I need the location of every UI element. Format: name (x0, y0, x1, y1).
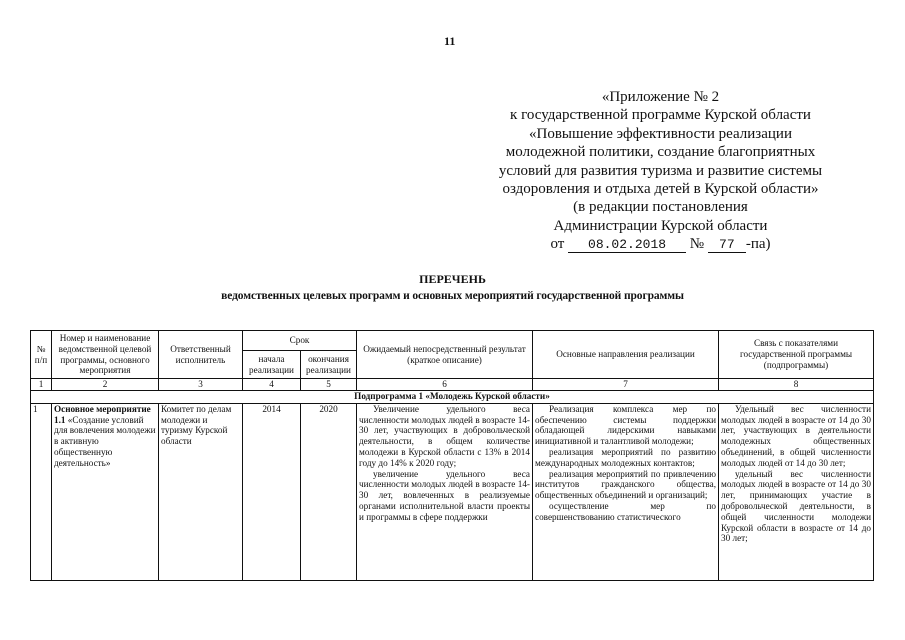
appendix-line: условий для развития туризма и развитие системы (498, 162, 823, 179)
subprogram-row (31, 390, 874, 403)
appendix-line: к государственной программе Курской области (510, 107, 811, 124)
header-directions: Основные направления реализации (533, 331, 719, 379)
row-name-rest: «Создание условий для вовлечения молодежи в активную общественную деятельность» (54, 414, 156, 468)
number-suffix: -па) (745, 236, 771, 253)
appendix-line: Администрации Курской области (553, 217, 768, 234)
result-paragraph: Увеличение удельного веса численности молодых людей в возрасте 14-30 лет, участвующих в добровольческой деятельности, в общем количестве молодежи в Курской области с 13% в 2014 году до 14% к 2020 году; (359, 403, 530, 468)
column-number: 8 (719, 379, 874, 391)
row-num: 1 (31, 403, 52, 580)
row-end: 2020 (301, 403, 357, 580)
decree-number: 77 (708, 238, 746, 253)
column-number: 6 (357, 379, 533, 391)
appendix-signature-line (488, 235, 833, 253)
column-number: 4 (243, 379, 301, 391)
column-numbers-row (31, 379, 874, 391)
header-start: начала реализации (243, 351, 301, 379)
decree-date: 08.02.2018 (568, 238, 686, 253)
header-link: Связь с показателями государственной программы (подпрограммы) (719, 331, 874, 379)
header-end: окончания реализации (301, 351, 357, 379)
appendix-header (488, 88, 833, 254)
link-paragraph: удельный вес численности молодых людей в возрасте от 14 до 30 лет, принимающих участие в добровольческой деятельности, в общей численности молодежи Курской области в возрасте от 14 до 30 лет; (721, 468, 871, 544)
appendix-line: молодежной политики, создание благоприятных (505, 144, 816, 161)
table-row (31, 403, 874, 580)
column-number: 1 (31, 379, 52, 391)
column-number: 7 (533, 379, 719, 391)
subprogram-title: Подпрограмма 1 «Молодежь Курской области» (31, 390, 874, 403)
page-number: 11 (444, 34, 456, 48)
row-name (52, 403, 159, 580)
row-result (357, 403, 533, 580)
appendix-line: «Повышение эффективности реализации (529, 125, 792, 142)
column-number: 2 (52, 379, 159, 391)
appendix-line: оздоровления и отдыха детей в Курской области» (502, 181, 819, 198)
header-name: Номер и наименование ведомственной целевой программы, основного мероприятия (52, 331, 159, 379)
document-subtitle: ведомственных целевых программ и основных мероприятий государственной программы (221, 290, 684, 302)
programs-table (30, 330, 874, 581)
header-term: Срок (243, 331, 357, 351)
header-result: Ожидаемый непосредственный результат (краткое описание) (357, 331, 533, 379)
appendix-line: (в редакции постановления (573, 199, 748, 216)
direction-paragraph: реализация мероприятий по привлечению институтов гражданского общества, общественных объединений и организаций; (535, 468, 716, 501)
row-start: 2014 (243, 403, 301, 580)
appendix-line: «Приложение № 2 (601, 89, 720, 105)
row-link (719, 403, 874, 580)
direction-paragraph: осуществление мер по совершенствованию статистического (535, 500, 716, 522)
link-paragraph: Удельный вес численности молодых людей в возрасте от 14 до 30 лет, участвующих в деятельности молодежных общественных объединений, в общей численности молодых людей от 14 до 30 лет; (721, 403, 871, 468)
row-directions (533, 403, 719, 580)
from-prefix: от (550, 236, 565, 253)
document-title: ПЕРЕЧЕНЬ (419, 272, 486, 286)
header-num: № п/п (31, 331, 52, 379)
row-name-bold: Основное мероприятие 1.1 (54, 403, 151, 425)
header-executor: Ответственный исполнитель (159, 331, 243, 379)
direction-paragraph: Реализация комплекса мер по обеспечению системы поддержки обладающей лидерскими навыками инициативной и талантливой молодежи; (535, 403, 716, 447)
row-executor: Комитет по делам молодежи и туризму Курской области (159, 403, 243, 580)
column-number: 5 (301, 379, 357, 391)
column-number: 3 (159, 379, 243, 391)
number-prefix: № (689, 236, 705, 253)
result-paragraph: увеличение удельного веса численности молодых людей в возрасте 14-30 лет, вовлеченных в реализуемые органами исполнительной власти проекты и программы в сфере поддержки (359, 468, 530, 522)
direction-paragraph: реализация мероприятий по развитию международных молодежных контактов; (535, 446, 716, 468)
